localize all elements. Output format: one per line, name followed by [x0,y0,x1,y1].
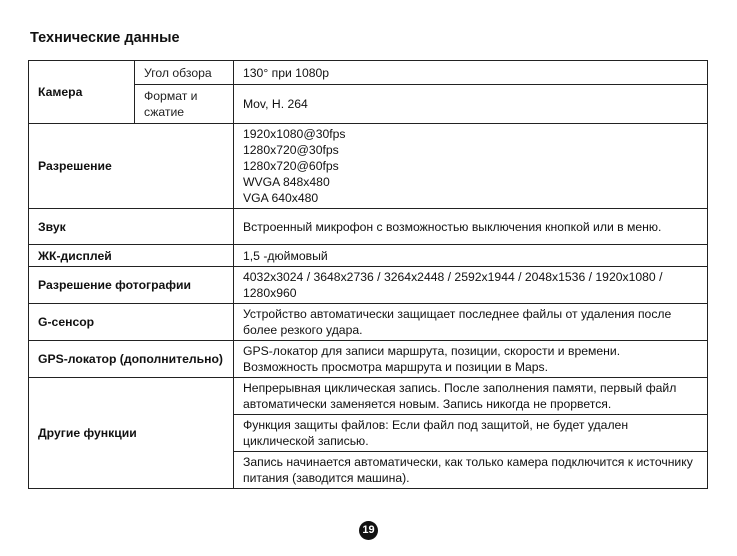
photo-resolution-label: Разрешение фотографии [29,267,234,304]
table-row [29,209,708,245]
viewing-angle-label: Угол обзора [135,61,234,85]
format-value: Mov, H. 264 [234,85,708,124]
other-function-value: Непрерывная циклическая запись. После заполнения памяти, первый файл автоматически заменяется новым. Запись никогда не прорвется. [234,378,708,415]
lcd-label: ЖК-дисплей [29,245,234,267]
page-title: Технические данные [30,30,180,46]
table-row [29,61,708,85]
specs-table [28,60,708,489]
resolution-value: 1280x720@30fps [243,143,339,157]
table-row [29,124,708,209]
g-sensor-label: G-сенсор [29,304,234,341]
resolution-value: 1280x720@60fps [243,159,339,173]
table-row [29,267,708,304]
sound-label: Звук [29,209,234,245]
sound-value: Встроенный микрофон с возможностью выключения кнопкой или в меню. [234,209,708,245]
other-function-value: Запись начинается автоматически, как только камера подключится к источнику питания (заводится машина). [234,452,708,489]
page-number-badge: 19 [359,521,378,540]
resolution-value: 1920x1080@30fps [243,127,346,141]
resolution-value: VGA 640x480 [243,191,319,205]
resolution-label: Разрешение [29,124,234,209]
table-row [29,245,708,267]
gps-value: GPS-локатор для записи маршрута, позиции, скорости и времени. Возможность просмотра маршрута и позиции в Maps. [234,341,708,378]
camera-label: Камера [29,61,135,124]
photo-resolution-value: 4032x3024 / 3648x2736 / 3264x2448 / 2592x1944 / 2048x1536 / 1920x1080 / 1280x960 [234,267,708,304]
resolution-value: WVGA 848x480 [243,175,330,189]
g-sensor-value: Устройство автоматически защищает последнее файлы от удаления после более резкого удара. [234,304,708,341]
table-row [29,378,708,415]
gps-label: GPS-локатор (дополнительно) [29,341,234,378]
resolution-values [234,124,708,209]
lcd-value: 1,5 -дюймовый [234,245,708,267]
table-row [29,304,708,341]
format-label: Формат и сжатие [135,85,234,124]
other-functions-label: Другие функции [29,378,234,489]
viewing-angle-value: 130° при 1080p [234,61,708,85]
other-function-value: Функция защиты файлов: Если файл под защитой, не будет удален циклической записью. [234,415,708,452]
table-row [29,341,708,378]
